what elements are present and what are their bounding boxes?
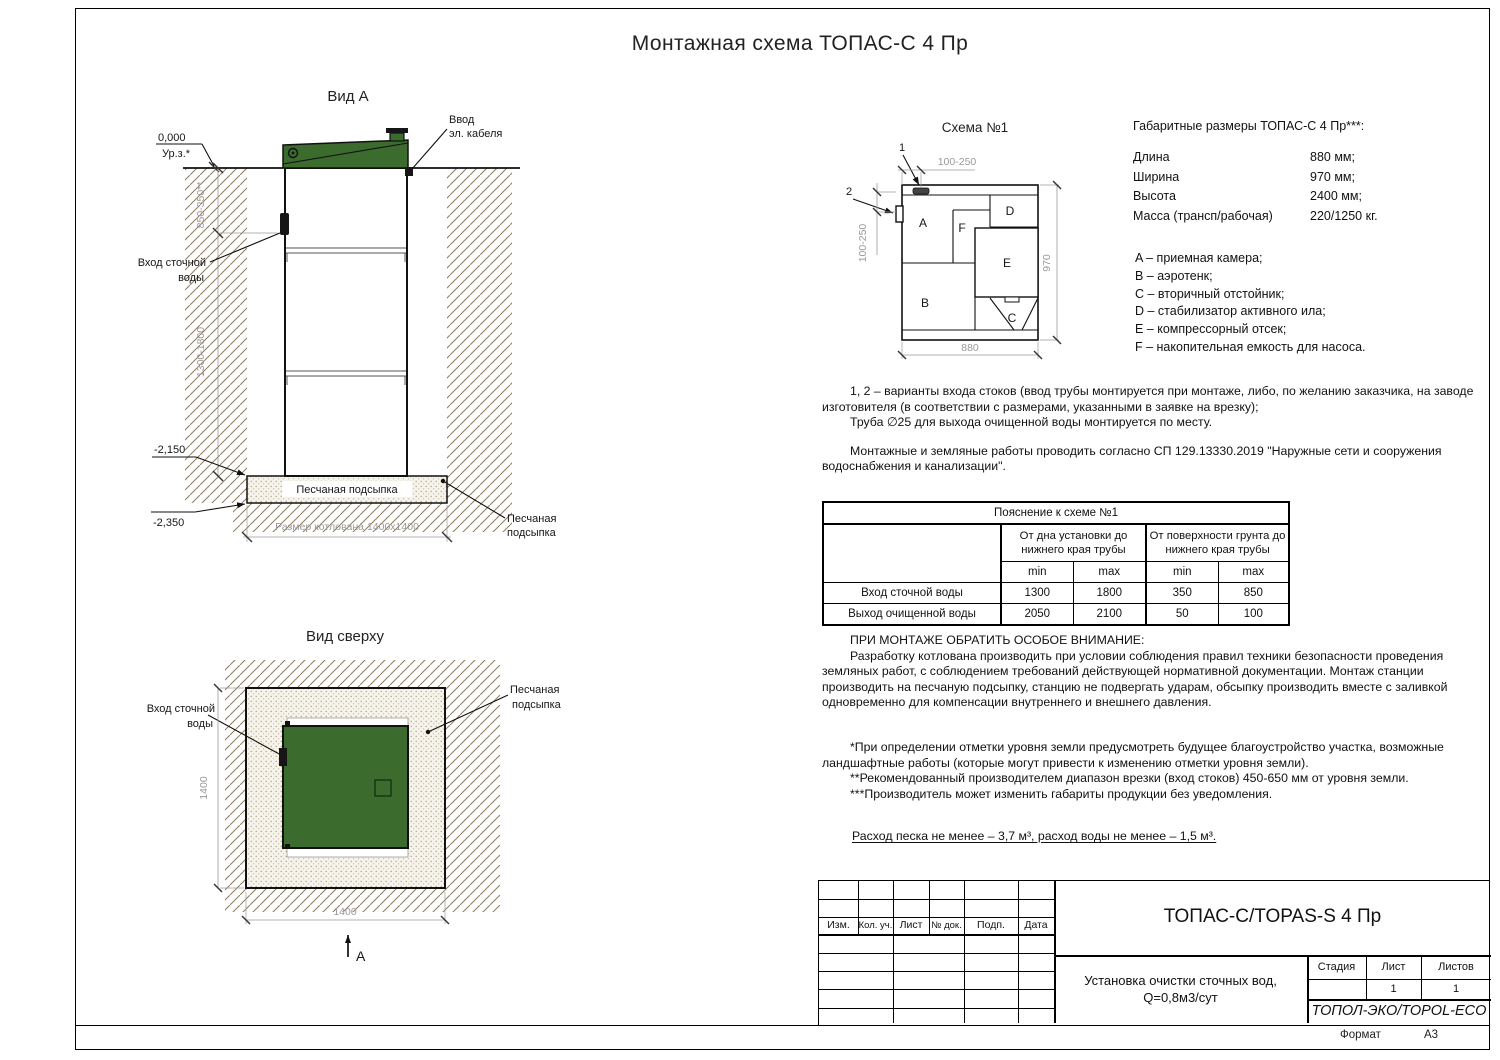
spec-label: Ширина (1133, 169, 1180, 184)
schema-dim-bottom-label: 880 (961, 342, 979, 354)
spec-value: 2400 мм; (1310, 189, 1362, 203)
cell: 100 (1218, 604, 1289, 626)
inlet-option-1 (913, 188, 929, 194)
titleblock-line (1018, 881, 1019, 1023)
footnote-3: ***Производитель может изменить габариты продукции без уведомления. (850, 786, 1273, 801)
sand-top-label-1: Песчаная (510, 684, 560, 696)
inlet-option-2 (896, 206, 903, 222)
schema-dim-top (898, 156, 976, 187)
view-top-drawing (130, 625, 590, 985)
cell: 1300 (1001, 583, 1073, 604)
tank-body (285, 168, 407, 476)
table-min-1: min (1001, 562, 1073, 583)
sheets-label: Листов (1438, 961, 1474, 973)
cell: 850 (1218, 583, 1289, 604)
row-label: Выход очищенной воды (823, 604, 1001, 626)
table-max-2: max (1218, 562, 1289, 583)
compartment-e: E (1002, 256, 1012, 270)
tank-lid-top (283, 726, 408, 848)
lid-chimney-cap (386, 128, 408, 133)
spec-label: Масса (трансп/рабочая) (1133, 208, 1273, 223)
cell: 350 (1146, 583, 1218, 604)
table-max-1: max (1073, 562, 1146, 583)
cell: 1800 (1073, 583, 1146, 604)
spec-block (1133, 119, 1478, 226)
attention-title: ПРИ МОНТАЖЕ ОБРАТИТЬ ОСОБОЕ ВНИМАНИЕ: (850, 633, 1145, 647)
page-title: Монтажная схема ТОПАС-С 4 Пр (631, 32, 969, 55)
schema-dim-left (857, 183, 896, 262)
dim-1400-bottom-label: 1400 (333, 906, 357, 918)
table-group-1: От дна установки до нижнего края трубы (1001, 524, 1146, 562)
level-2150-label: -2,150 (154, 444, 186, 456)
view-top-title: Вид сверху (305, 628, 385, 645)
cable-leader (412, 129, 447, 169)
cell: 50 (1146, 604, 1218, 626)
col-kol: Кол. уч. (858, 920, 893, 931)
stage-label: Стадия (1317, 961, 1356, 973)
cell: 2100 (1073, 604, 1146, 626)
col-ndok: № док. (931, 920, 962, 931)
note-sp-standard: Монтажные и земляные работы проводить согласно СП 129.13330.2019 "Наружные сети и сооружения водоснабжения и канализации". (822, 443, 1442, 474)
company-name: ТОПОЛ-ЭКО/TOPOL-ECO (1311, 1003, 1487, 1019)
titleblock-line (893, 881, 894, 1023)
explanation-table (822, 501, 1290, 626)
notes-block-1 (822, 384, 1487, 475)
pit-size-label: Размер котлована 1400х1400 (275, 521, 419, 533)
legend-item: D – стабилизатор активного ила; (1135, 304, 1326, 319)
spec-value: 880 мм; (1310, 150, 1355, 164)
dim-1400-left-label: 1400 (198, 776, 210, 800)
sheets-value: 1 (1452, 983, 1460, 995)
section-arrow-label: А (356, 948, 366, 964)
level-2350-mark (151, 504, 245, 529)
cell: 2050 (1001, 604, 1073, 626)
zero-level-mark (156, 132, 219, 172)
schema-drawing (835, 115, 1125, 375)
format-value: А3 (1424, 1029, 1439, 1041)
schema-dim-top-label: 100-250 (937, 156, 977, 168)
doc-description (1054, 955, 1307, 1023)
doc-description-line1: Установка очистки сточных вод, (1084, 973, 1277, 988)
legend-item: B – аэротенк; (1135, 268, 1213, 283)
lid-chimney (390, 133, 404, 141)
format-label: Формат (1340, 1029, 1381, 1041)
attention-block (822, 633, 1487, 711)
titleblock-line (964, 881, 965, 1023)
marker-2 (846, 186, 893, 213)
section-arrow (348, 935, 366, 964)
col-podp: Подп. (977, 919, 1005, 931)
table-row (823, 604, 1289, 626)
row-label: Вход сточной воды (823, 583, 1001, 604)
tank-top (279, 718, 408, 857)
legend-item: E – компрессорный отсек; (1135, 322, 1287, 337)
spec-row (1133, 187, 1478, 207)
compartment-d: D (1005, 204, 1015, 218)
cable-label-1: Ввод (449, 114, 475, 126)
schema-title: Схема №1 (941, 120, 1009, 135)
dim-1300-1800: 1300-1800 (195, 326, 207, 378)
compartment-a: A (918, 216, 928, 230)
schema-dim-left-label: 100-250 (857, 223, 869, 263)
tank-lid (283, 128, 408, 168)
table-title: Пояснение к схеме №1 (823, 502, 1289, 524)
compartment-f: F (958, 221, 966, 235)
compartment-c: C (1007, 311, 1017, 325)
sheet-value: 1 (1390, 983, 1397, 995)
spec-title: Габаритные размеры ТОПАС-С 4 Пр***: (1133, 119, 1365, 133)
note-variants: 1, 2 – варианты входа стоков (ввод трубы монтируется при монтаже, либо, по желанию заказчика, на заводе изготовителя (в соответствии с размерами, указанными в заявке на врезку); (822, 384, 1474, 414)
spec-row (1133, 168, 1478, 188)
spec-label: Длина (1133, 150, 1170, 164)
note-outlet-pipe: Труба ∅25 для выхода очищенной воды монтируется по месту. (850, 415, 1213, 430)
view-a-drawing (90, 85, 570, 560)
cable-entry (405, 167, 413, 176)
legend-item: A – приемная камера; (1135, 251, 1263, 265)
table-min-2: min (1146, 562, 1218, 583)
spec-row (1133, 207, 1478, 227)
col-list: Лист (899, 919, 923, 931)
inlet-label-2: воды (178, 272, 204, 284)
view-a-title: Вид А (327, 88, 369, 105)
table-corner-cell (823, 524, 1001, 583)
sand-callout-1: Песчаная (507, 513, 557, 525)
consumption-note: Расход песка не менее – 3,7 м³, расход воды не менее – 1,5 м³. (852, 829, 1217, 843)
level-2350-label: -2,350 (153, 517, 185, 529)
legend-item: F – накопительная емкость для насоса. (1135, 339, 1366, 354)
inlet-pipe (280, 213, 289, 235)
sand-callout-2: подсыпка (507, 527, 556, 539)
col-izm: Изм. (827, 919, 850, 931)
spec-value: 220/1250 кг. (1310, 208, 1378, 223)
schema-dim-right (1040, 181, 1061, 344)
footnote-1: *При определении отметки уровня земли предусмотреть будущее благоустройство участка, возможные ландшафтные работы (которые могут привести к изменению отметки уровня земли). (822, 740, 1444, 770)
inlet-label-1: Вход сточной (137, 257, 206, 269)
doc-description-line2: Q=0,8м3/сут (1143, 990, 1218, 1005)
cable-label-2: эл. кабеля (449, 128, 503, 140)
level-zero-label: 0,000 (158, 132, 186, 144)
inlet-top-label-2: воды (187, 718, 213, 730)
sand-bed-label: Песчаная подсыпка (296, 484, 398, 496)
sand-top-label-2: подсыпка (512, 699, 561, 711)
compartment-b: B (920, 296, 930, 310)
marker-2-label: 2 (845, 186, 853, 198)
table-group-2: От поверхности грунта до нижнего края трубы (1146, 524, 1289, 562)
schema-dim-right-label: 970 (1041, 254, 1053, 272)
col-data: Дата (1024, 919, 1048, 931)
marker-1-label: 1 (898, 142, 906, 154)
legend-item: C – вторичный отстойник; (1135, 286, 1285, 301)
schema-dim-bottom (898, 342, 1042, 359)
compartment-legend (1135, 250, 1366, 357)
sheet-label: Лист (1381, 961, 1406, 973)
footnotes-block (822, 740, 1487, 802)
footnote-2: **Рекомендованный производителем диапазон врезки (вход стоков) 450-650 мм от уровня земли. (850, 771, 1409, 786)
explanation-table-wrap (822, 501, 1290, 626)
spec-value: 970 мм; (1310, 169, 1355, 184)
spec-label: Высота (1133, 189, 1176, 203)
spec-row (1133, 148, 1478, 168)
title-block (818, 880, 1490, 1026)
dim-850-350: 850-350** (195, 181, 207, 229)
inlet-top-label-1: Вход сточной (146, 703, 215, 715)
table-row (823, 583, 1289, 604)
ground-mark-label: Ур.з.* (162, 148, 191, 160)
inlet-pipe-top (279, 748, 287, 766)
doc-title: ТОПАС-С/TOPAS-S 4 Пр (1163, 906, 1382, 927)
attention-body: Разработку котлована производить при условии соблюдения правил техники безопасности проведения земляных работ, с соблюдением требований действующей нормативной документации. Монтаж станции производить на песчаную подсыпку, станцию не подвергать ударам, обсыпку производить вместе с заливкой одновременно для компенсации внутреннего и внешнего давления. (822, 648, 1448, 710)
